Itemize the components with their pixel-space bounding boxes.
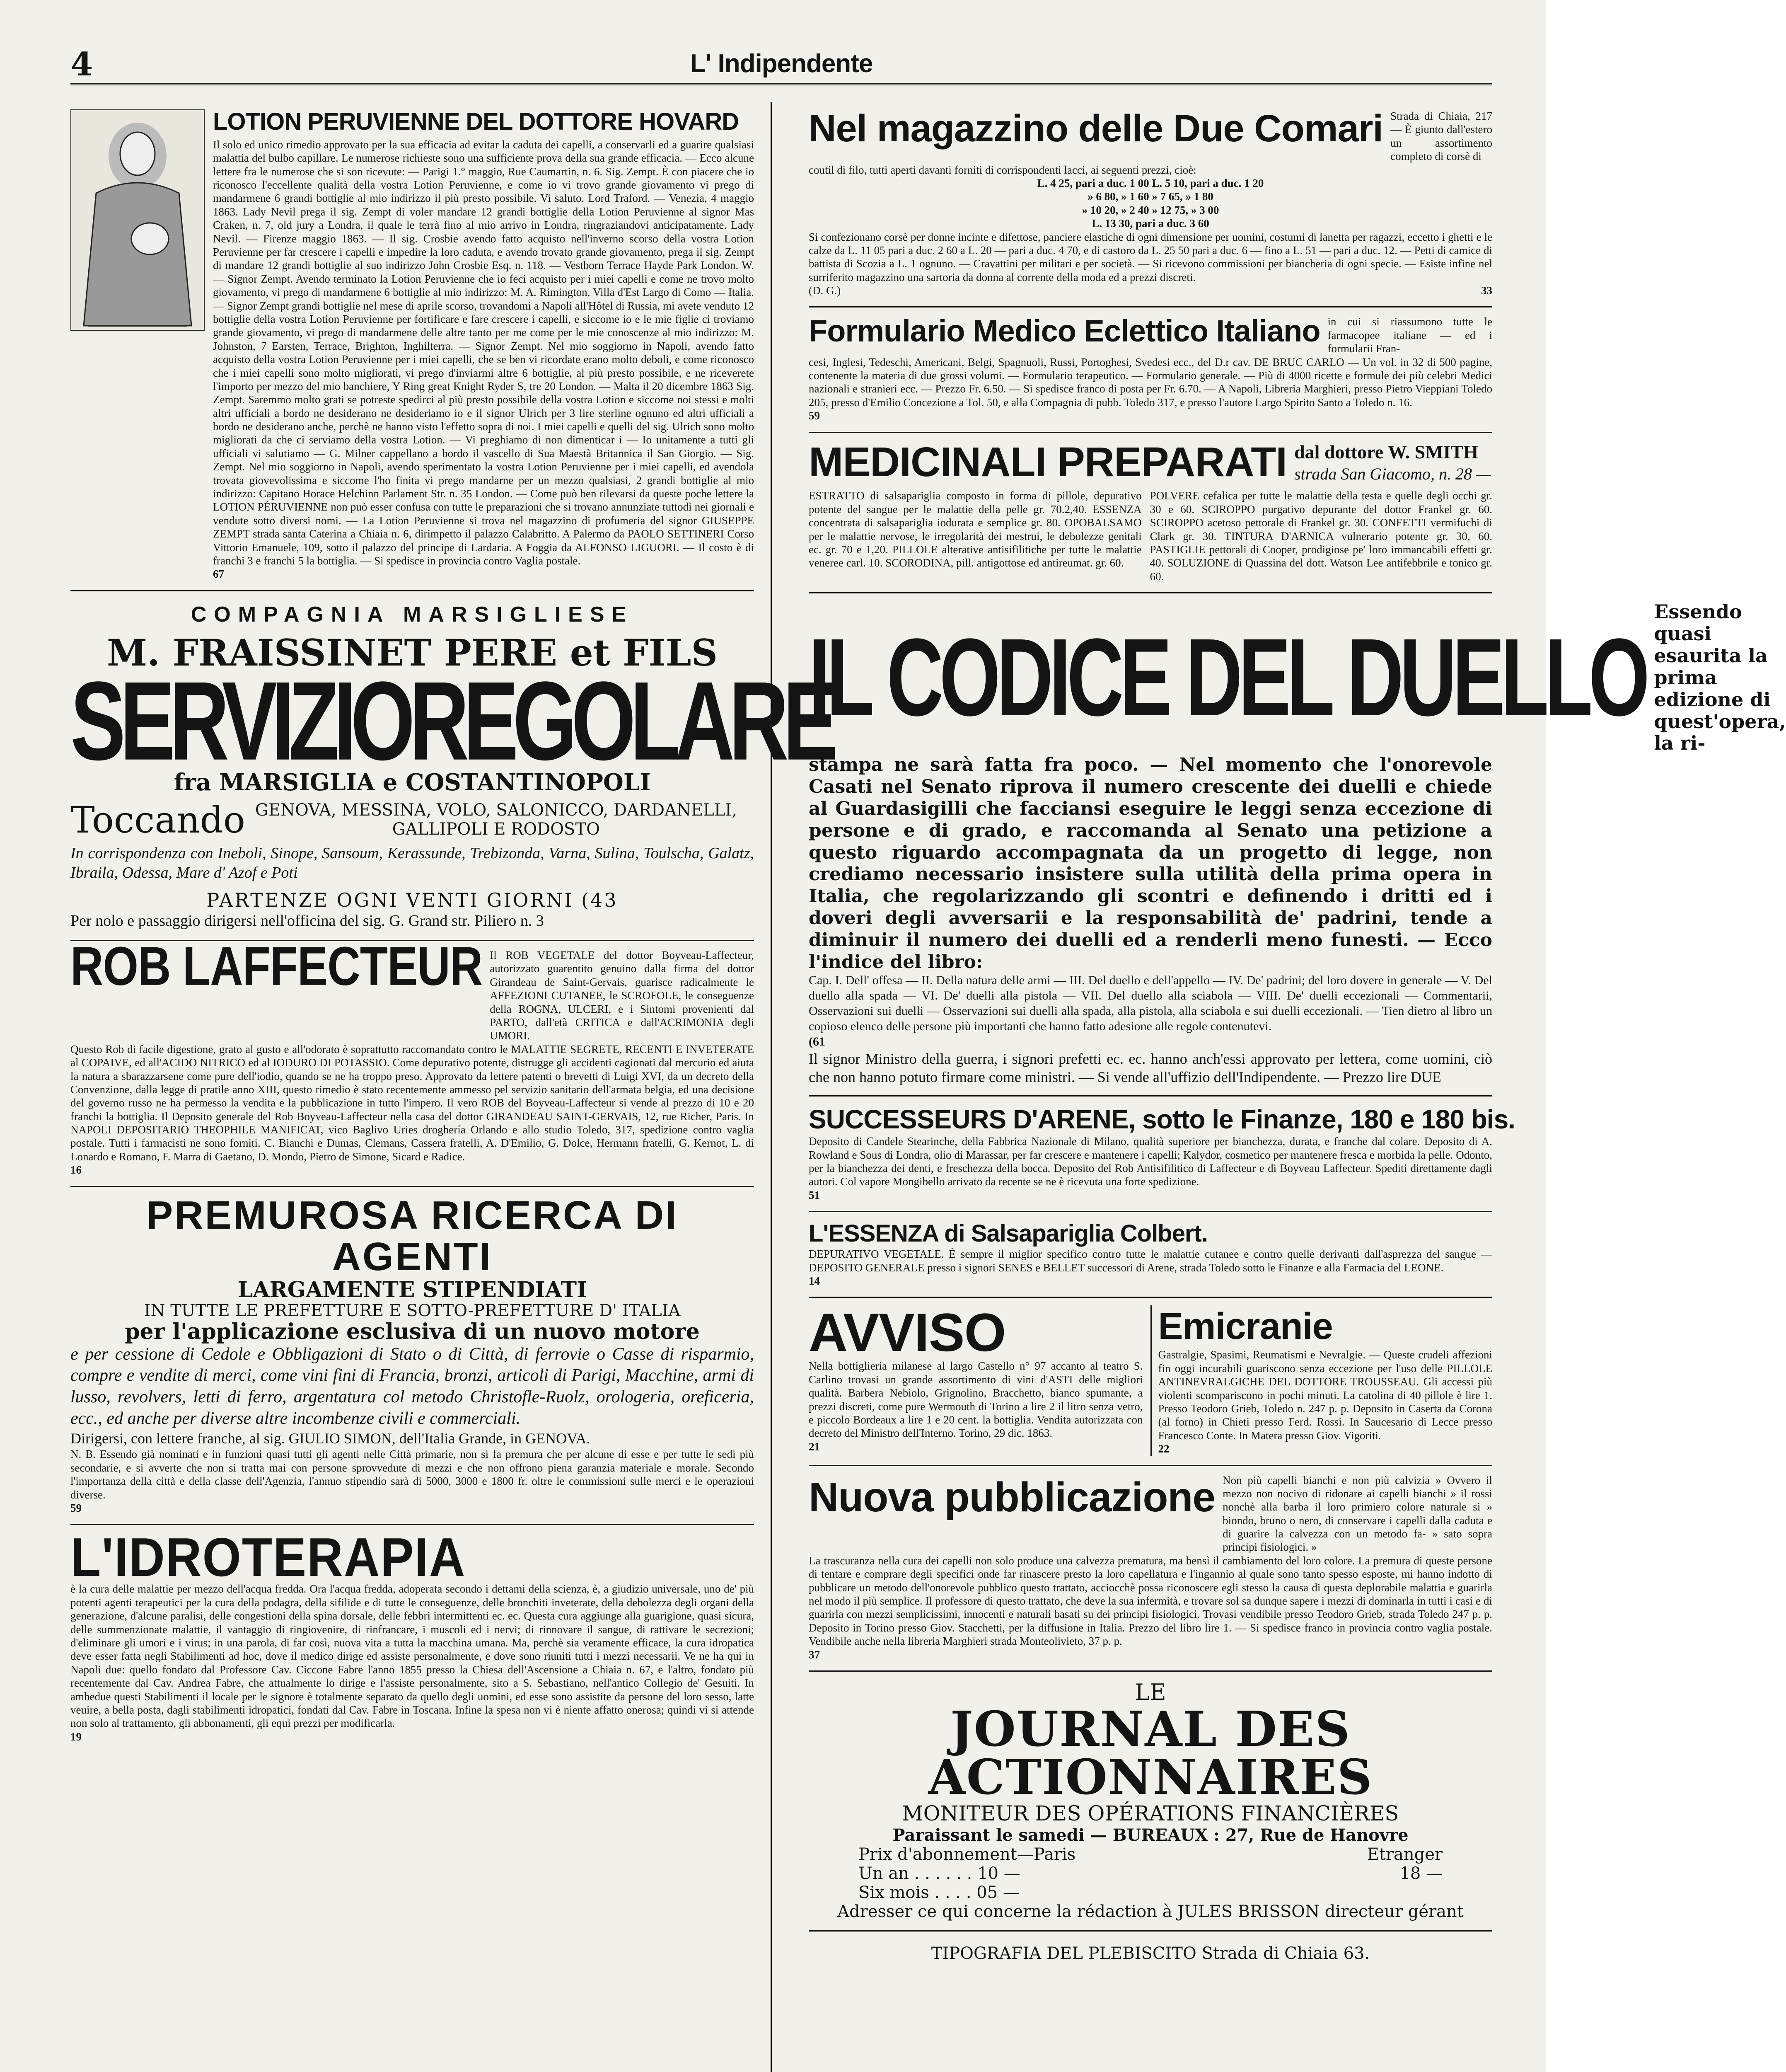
- page-number: 4: [70, 46, 93, 83]
- regolare-word: REGOLARE: [409, 658, 833, 784]
- ad-fraissinet: [70, 591, 833, 941]
- ad-rob-laffecteur: [70, 935, 754, 1187]
- formulario-ref: 59: [809, 409, 820, 422]
- journal-moniteur: MONITEUR DES OPÉRATIONS FINANCIÈRES: [902, 1801, 1399, 1825]
- ad-idroterapia: [70, 1525, 754, 1752]
- ad-lotion-peruvienne: [70, 102, 754, 591]
- ad-codice-duello: [809, 593, 1786, 1097]
- right-column: [800, 102, 1786, 2072]
- idroterapia-title: L'IDROTERAPIA: [70, 1527, 466, 1588]
- premurosa-contact: Dirigersi, con lettere franche, al sig. GIULIO SIMON, dell'Italia Grande, in GENOVA.: [70, 1430, 590, 1447]
- partenze-ref: (43: [581, 889, 618, 912]
- avviso-title: AVVISO: [809, 1302, 1006, 1363]
- rob-title: ROB LAFFECTEUR: [70, 935, 483, 997]
- journal-le: LE: [1135, 1679, 1166, 1705]
- rob-intro: Il ROB VEGETALE del dottor Boyveau-Laffecteur, autorizzato guarentito genuino dalla firma del dottor Girandeau de Saint-Gervais, guarisce radicalmente le AFFEZIONI CUTANEE, le SCROFOLE, le conseguenze della ROGNA, ULCERI, e i Sintomi provenienti dal PARTO, dall'età CRITICA e dall'ACRIMONIA degli UMORI.: [490, 949, 754, 1042]
- journal-title: JOURNAL DES ACTIONNAIRES: [928, 1701, 1373, 1806]
- fraissinet-heading: M. FRAISSINET PERE et FILS: [106, 631, 718, 674]
- journal-un-an: Un an . . . . . . 10 —: [858, 1864, 1020, 1883]
- masthead: [70, 46, 1492, 85]
- codice-index: Cap. I. Dell' offesa — II. Della natura delle armi — III. Del duello e dell'appello — IV. De' padrini; del loro dovere in generale — V. Del duello alla spada — VI. De' duelli alla pistola — VII. Del duello alla sciabola — VIII. De' duelli eccezionali — Commentarii, Osservazioni sui duelli — Osservazioni sui duelli alla spada, alla pistola, alla sciabola e sui duelli eccezionali. — Tien dietro al libro un copioso elenco delle persone più importanti che hanno fatto adesione alle regole contenutevi.: [809, 973, 1492, 1033]
- nuova-side: Non più capelli bianchi e non più calvizia » Ovvero il mezzo non nocivo di ridonare ai capelli bianchi » il rossi nonchè alla barba il loro primiero colore naturale si » biondo, bruno o nero, di conservare i capelli dalla caduta e di guarire la calvezza con un metodo fa- » sato sopra principi fisiologici. »: [1223, 1474, 1492, 1554]
- journal-paraissant: Paraissant le samedi — BUREAUX : 27, Rue de Hanovre: [892, 1825, 1409, 1845]
- premurosa-sub-2: IN TUTTE LE PREFETTURE E SOTTO-PREFETTURE D' ITALIA: [144, 1301, 681, 1321]
- price-row: » 6 80, » 1 60 » 7 65, » 1 80: [1088, 190, 1213, 203]
- magazzino-lead: coutil di filo, tutti aperti davanti forniti di corrispondenti lacci, ai seguenti prezzi, cioè:: [809, 163, 1196, 176]
- nuova-ref: 37: [809, 1648, 820, 1661]
- magazzino-prices: [809, 177, 1492, 230]
- correspondence-ports: In corrispondenza con Ineboli, Sinope, Sansoum, Kerassunde, Trebizonda, Varna, Sulina, Toulscha, Galatz, Ibraila, Odessa, Mare d' Azof e Poti: [70, 844, 754, 881]
- lotion-title: LOTION PERUVIENNE DEL DOTTORE HOVARD: [213, 108, 739, 135]
- nuova-body: La trascuranza nella cura dei capelli non solo produce una calvezza prematura, ma bensì il cambiamento del loro colore. La premura di queste persone di tentare e comprare degli specifici onde far rinascere presto la loro capellatura e l'ingannio al quale sono tanto spesso esposte, mi hanno indotto di pubblicare un metodo dell'onorevole pubblico questo trattato, acciocchè possa riconoscere egli stesso la causa di questa deplorabile malattia e guarirla nel modo il più semplice. Il professore di questo trattato, che deve la sua infermità, e trovare sol sa dunque sapere i mezzi di dominarla in tutti i casi e di guarirla con mezzi semplicissimi, innocenti e naturali basati su dei principi fisiologici. Trovasi vendibile presso Teodoro Grieb, strada Toledo 247 p. p. Deposito in Torino presso Giov. Stacchetti, per la diffusione in Italia. Prezzo del libro lire 1. — Si spedisce franco in provincia contro vaglia postale. Vendibile anche nella libreria Marghieri strada Monteolivieto, 37 p. p.: [809, 1554, 1492, 1648]
- codice-body: stampa ne sarà fatta fra poco. — Nel momento che l'onorevole Casati nel Senato riprova il numero crescente dei duelli e chiede al Guardasigilli che facciansi eseguire le leggi senza eccezione di persone e di grado, e raccomanda al Senato una petizione a questo riguardo accompagnata da un progetto di legge, non crediamo necessario insistere sulla utilità della prima opera in Italia, che regolarizzando gli scontri e definendo i dritti ed i doveri degli avversarii e la responsabilità de' padrini, tende a diminuir il numero dei duelli ed a renderli meno funesti. — Ecco l'indice del libro:: [809, 754, 1492, 973]
- codice-title: IL CODICE DEL DUELLO: [809, 616, 1646, 739]
- toccando-word: Toccando: [70, 798, 245, 841]
- ad-medicinali-preparati: [809, 433, 1492, 594]
- ad-avviso-emicranie: [809, 1298, 1492, 1466]
- idroterapia-ref: 19: [70, 1730, 82, 1743]
- idroterapia-body: è la cura delle malattie per mezzo dell'acqua fredda. Ora l'acqua fredda, adoperata secondo i dettami della scienza, è, a giudizio universale, uno de' più potenti agenti terapeutici per la cura della podagra, della sifilide e di tutte le conseguenze, delle bronchiti inveterate, della debolezza degli organi della generazione, d'alcune paralisi, delle congestioni della spina dorsale, delle febbri intermittenti ec. ec. Questa cura aggiunge alla guarigione, quasi sicura, delle summenzionate malattie, il vantaggio di ringiovenire, di rinfrancare, i muscoli ed i nervi; di rinnovare il sangue, di rattivare le secrezioni; d'eliminare gli umori e i virus; in una parola, di far così, nuova vita a tutta la macchina umana. Ma, perchè sia veramente efficace, la cura idropatica deve esser fatta negli Stabilimenti ad hoc, dove il medico dirige ed assiste personalmente, e dove sono riuniti tutti i mezzi necessarii. Ve ne ha qui in Napoli due: quello fondato dal Professore Cav. Ciccone Fabre l'anno 1855 presso la Chiesa dell'Ascensione a Chiaia n. 67, e l'altro, fondato più recentemente dal Cav. Andrea Fabre, che attualmente lo dirige e l'assiste personalmente, sito a S. Sebastiano, nell'antico Collegio de' Gesuiti. In ambedue questi Stabilimenti il locale per le signore è totalmente separato da quello degli uomini, ed esse sono assistite da persone del loro sesso, latte veuire, a bella posta, dagli stabilimenti idropatici, fondati dal Cav. Fabre in Toscana. Infine la spesa non vi è niente affatto onerosa; quindi vi si attende non solo al trattamento, gli abbonamenti, gli equi prezzi per modificarla.: [70, 1583, 754, 1730]
- lotion-ref: 67: [213, 568, 224, 581]
- magazzino-body: Si confezionano corsè per donne incinte e difettose, panciere elastiche di ogni dimensione per uomini, costumi di lanetta per ragazzi, eccetto i ghetti e le calze da L. 11 05 pari a duc. 2 60 a L. 20 — pari a duc. 4 70, e di castoro da L. 25 50 pari a duc. 6 — fino a L. 51 — pari a duc. 12. — Petti di camice di battista di Scozia a L. 1 ognuno. — Cravattini per militari e per società. — Si ricevono commissioni per biancheria di ogni specie. — Esiste infine nel surriferito magazzino una sartoria da donna al corrente della moda ed a prezzi discreti.: [809, 230, 1492, 283]
- lotion-body: Il solo ed unico rimedio approvato per la sua efficacia ad evitar la caduta dei capelli, a conservarli ed a guarire qualsiasi malattia del bulbo capillare. Le numerose richieste sono una sufficiente prova della sua grande efficacia. — Ecco alcune lettere fra le numerose che si son ricevute: — Parigi 1.° maggio, Rue Caumartin, n. 6. Sig. Zempt. È con piacere che io riconosco l'eccellente qualità della vostra Lotion Peruvienne, e come io vi trovo grande giovamento vi prego di mandarmene 6 grandi bottiglie al mio indirizzo il più presto possibile. Vi saluto. Lord Traford. — Venezia, 4 maggio 1863. Lady Nevil prega il sig. Zempt di voler mandare 12 grandi bottiglie della Lotion Peruvienne al signor Mas Craken, n. 7, old jury a Londra, il quale le terrà fino al mio arrivo in Londra, ringraziandovi anticipatamente. Lady Nevil. — Firenze maggio 1863. — Il sig. Crosbie avendo fatto acquisto nell'inverno scorso della vostra Lotion Peruvienne per far crescere i capelli e impedire la loro caduta, e avendo trovato grande giovamento, prega il sig. Zempt di mandare 12 grandi bottiglie al suo indirizzo John Crosbie Esq. n. 118. — Vestborn Terrace Hayde Park London. W. — Signor Zempt. Avendo terminato la Lotion Peruvienne che io feci acquisto per i miei capelli e come ne trovo molto giovamento, vi prego di mandarmene 6 bottiglie al mio indirizzo: M. A. Rimington, Villa d'Est Largo di Como — Italia. — Signor Zempt grandi bottiglie nel mese di aprile scorso, trovandomi a Napoli all'Hôtel di Russia, mi avete venduto 12 bottiglie della vostra Lotion Peruvienne per fortificare e fare crescere i capelli, e siccome io e le mie figlie ci troviamo grande giovamento, vi prego di mandarmene delle altre tanto per me come per le mie conoscenze al mio indirizzo: M. Johnston, 7 Earsten, Terrace, Brighton, Inghilterra. — Signor Zempt. Nel mio soggiorno in Napoli, avendo fatto acquisto della vostra Lotion Peruvienne per i miei capelli, che se ben vi ricordate erano molto deboli, e come riconosco che i miei capelli sono molto migliorati, vi prego d'inviarmi altre 6 bottiglie, al più presto possibile, e ne riceverete l'importo per mezzo del mio banchiere, Y Ring great Knight Ryder S, tre 20 London. — Malta il 20 dicembre 1863 Sig. Zempt. Saremmo molto grati se potreste spedirci al più presto possibile della vostra Lotion e siccome noi stessi e molti altri ufficiali a bordo ne desiderano ne desideriamo io e il signor Ulrich per 3 lire sterline ognuno ed altri ufficiali a bordo ne desiderano anche, perchè ne hanno visto l'effetto sopra di noi. I miei capelli e quelli del sig. Ulrich sono molto migliorati da che ci serviamo della vostra Lotion. — Vi preghiamo di non dimenticar i — Io unitamente a tutti gli ufficiali vi salutiamo — G. Milner cappellano a bordo il vascello di Sua Maestà Britannica il San Giorgio. — Sig. Zempt. Nel mio soggiorno in Napoli, avendo sperimentato la vostra Lotion Peruvienne per i miei capelli, ed avendola trovata giovevolissima e siccome l'ho finita vi prego mandarne per un mezzo qualsiasi, 2 grandi bottiglie al mio indirizzo: Capitano Horace Helchinn Parlament Str. n. 35 London. — Come può ben rilevarsi da queste poche lettere la LOTION PÉRUVIENNE non può esser confusa con tutte le preparazioni che si trovano annunziate tuttodì nei giornali e vendute sotto diversi nomi. — La Lotion Peruvienne si trova nel magazzino di profumeria del signor GIUSEPPE ZEMPT strada santa Caterina a Chiaia n. 6, dirimpetto il palazzo Calabritto. A Palermo da PAOLO SETTINERI Corso Vittorio Emanuele, 109, sotto il palazzo del principe di Lardaria. A Foggia da ALFONSO LIGUORI. — Il costo è di franchi 3 e franchi 5 la bottiglia. — Si spedisce in provincia contro Vaglia postale.: [213, 138, 754, 567]
- premurosa-ref: 59: [70, 1502, 82, 1515]
- magazzino-side: Strada di Chiaia, 217 — È giunto dall'estero un assortimento completo di corsè di: [1390, 110, 1492, 163]
- essenza-body: DEPURATIVO VEGETALE. È sempre il miglior specifico contro tutte le malattie cutanee e contro quelle derivanti dall'asprezza del sangue — DEPOSITO GENERALE presso i signori SENES e BELLET successori di Arene, strada Toledo sotto le Finanze e alla Farmacia del LEONE.: [809, 1248, 1492, 1274]
- price-row: L. 4 25, pari a duc. 1 00 L. 5 10, pari a duc. 1 20: [1037, 177, 1264, 189]
- madonna-engraving-image: [70, 109, 205, 331]
- premurosa-sub-1: LARGAMENTE STIPENDIATI: [237, 1277, 587, 1303]
- journal-prix: Prix d'abonnement—Paris: [858, 1845, 1076, 1864]
- ad-formulario: [809, 307, 1492, 433]
- magazzino-ref: 33: [1481, 284, 1492, 297]
- toccando-row: [70, 799, 754, 841]
- premurosa-sub-3: per l'applicazione esclusiva di un nuovo motore: [125, 1319, 700, 1345]
- route-line: fra MARSIGLIA e COSTANTINOPOLI: [174, 768, 651, 796]
- codice-ministro: Il signor Ministro della guerra, i signori prefetti ec. ec. hanno anch'essi approvato per lettera, come uomini, ciò che non hanno potuto firmare come ministri. — Si vende all'uffizio dell'Indipendente. — Prezzo lire DUE: [809, 1050, 1492, 1086]
- ad-premurosa-ricerca: [70, 1187, 754, 1525]
- servizio-word: SERVIZIO: [70, 658, 409, 784]
- ad-journal-actionnaires: [809, 1672, 1492, 1932]
- ad-due-comari: [809, 102, 1492, 307]
- codice-ref: (61: [809, 1034, 825, 1048]
- essenza-title: L'ESSENZA di Salsapariglia Colbert.: [809, 1220, 1208, 1247]
- ad-nuova-pubblicazione: [809, 1466, 1492, 1672]
- successeurs-ref: 51: [809, 1188, 820, 1201]
- avviso-ref: 21: [809, 1440, 820, 1453]
- footer-tipografia: TIPOGRAFIA DEL PLEBISCITO Strada di Chiaia 63.: [931, 1944, 1370, 1963]
- journal-un-an-etranger: 18 —: [1399, 1864, 1443, 1883]
- successeurs-body: Deposito di Candele Stearinche, della Fabbrica Nazionale di Milano, qualità superiore per bianchezza, durata, e franche dal colare. Deposito di A. Rowland e Sous di Londra, olio di Marassar, per far crescere e mantenere i capelli; Kalydor, cosmetico per mantenere fresca e morbida la pelle. Odonto, per la bianchezza dei denti, e freschezza della bocca. Deposito del Rob Antisifilitico di Laffecteur e di Boyveau Laffecteur. Spediti direttamente dagli autori. Col vapore Mongibello arrivato da recente se ne è ricevuta una forte spedizione.: [809, 1135, 1492, 1188]
- columns: [70, 102, 1786, 2072]
- price-row: » 10 20, » 2 40 » 12 75, » 3 00: [1082, 203, 1219, 216]
- ports-line-1: GENOVA, MESSINA, VOLO, SALONICCO, DARDANELLI,: [255, 801, 737, 820]
- ad-successeurs-arene: [809, 1097, 1515, 1212]
- premurosa-title: PREMUROSA RICERCA DI AGENTI: [146, 1193, 678, 1279]
- compagnia-heading: COMPAGNIA MARSIGLIESE: [191, 602, 634, 627]
- journal-adresser: Adresser ce qui concerne la rédaction à JULES BRISSON directeur gérant: [837, 1902, 1464, 1921]
- nolo-line: Per nolo e passaggio dirigersi nell'officina del sig. G. Grand str. Piliero n. 3: [70, 912, 544, 930]
- medicinali-address: strada San Giacomo, n. 28 —: [1294, 465, 1491, 484]
- newspaper-name: L' Indipendente: [690, 49, 873, 78]
- medicinali-doctor: dal dottore W. SMITH: [1294, 441, 1478, 462]
- emicranie-ref: 22: [1158, 1443, 1170, 1455]
- medicinali-right-list: POLVERE cefalica per tutte le malattie della testa e quelle degli occhi gr. 30 e 60. SCIROPPO purgativo depurante del dottor Frankel gr. 60. SCIROPPO acetoso pettorale di Frankel gr. 30. CONFETTI vermifuchi di Clark gr. 30. TINTURA D'ARNICA vulnerario potente gr. 30, 60. PASTIGLIE pettorali di Cooper, prodigiose pe' loro immancabili effetti gr. 40. SOLUZIONE di Quassina del dott. Watson Lee antifebbrile e tonico gr. 60.: [1150, 489, 1492, 583]
- ad-essenza-colbert: [809, 1212, 1492, 1298]
- premurosa-body: e per cessione di Cedole e Obbligazioni di Stato o di Città, di ferrovie o Casse di risparmio, compre e vendite di merci, come vini fini di Francia, bronzi, articoli di Parigi, Macchine, armi di lusso, revolvers, letti di ferro, argentatura col metodo Christofle-Ruolz, orologeria, oreficeria, ecc., ed anche per diverse altre incombenze civili e commerciali.: [70, 1344, 754, 1428]
- avviso-body: Nella bottiglieria milanese al largo Castello n° 97 accanto al teatro S. Carlino trovasi un grande assortimento di vini d'ASTI delle migliori qualità. Barbera Nebiolo, Grignolino, Bracchetto, bianco spumante, a prezzi discreti, come pure Wermouth di Torino a lire 2 il litro senza vetro, e piccolo Bordeaux a lire 1 e 20 cent. la bottiglia. Vendita autorizzata con decreto del Ministro dell'Interno. Torino, 29 dic. 1863.: [809, 1360, 1143, 1440]
- emicranie-title: Emicranie: [1158, 1306, 1333, 1348]
- codice-side: Essendo quasi esaurita la prima edizione di quest'opera, la ri-: [1654, 600, 1786, 755]
- journal-etranger: Etranger: [1367, 1845, 1443, 1864]
- nuova-title: Nuova pubblicazione: [809, 1474, 1216, 1520]
- partenze-text: PARTENZE OGNI VENTI GIORNI: [206, 889, 574, 912]
- magazzino-title: Nel magazzino delle Due Comari: [809, 107, 1383, 150]
- formulario-body: cesi, Inglesi, Tedeschi, Americani, Belgi, Spagnuoli, Russi, Portoghesi, Svedesi ecc., del D.r cav. DE BRUC CARLO — Un vol. in 32 di 500 pagine, contenente la materia di due grossi volumi. — Formulario terapeutico. — Formulario generale. — Più di 4000 ricette e formule dei più celebri Medici nazionali e stranieri ecc. — Prezzo Fr. 6.50. — Si spedisce franco di posta per Fr. 6.70. — A Napoli, Libreria Marghieri, presso Pietro Vieppiani Toledo 205, presso d'Emilio Concezione a Tol. 50, e alla Compagnia di pubb. Toledo 317, e presso l'autore Largo Spirito Santo a Toledo n. 16.: [809, 356, 1492, 409]
- price-row: L. 13 30, pari a duc. 3 60: [1092, 217, 1209, 230]
- rob-ref: 16: [70, 1164, 82, 1176]
- magazzino-signature: (D. G.): [809, 284, 841, 297]
- successeurs-title: SUCCESSEURS D'ARENE, sotto le Finanze, 180 e 180 bis.: [809, 1104, 1515, 1135]
- partenze-line: [70, 889, 754, 911]
- ports-line-2: GALLIPOLI E RODOSTO: [392, 820, 600, 839]
- essenza-ref: 14: [809, 1275, 820, 1288]
- medicinali-left-list: ESTRATTO di salsapariglia composto in forma di pillole, depurativo potente del sangue per le malattie della pelle gr. 70.2,40. ESSENZA concentrata di salsapariglia iodurata e semplice gr. 80. OPOBALSAMO per le malattie nervose, le irregolarità dei mestrui, le debolezze genitali ec. gr. 70 e 1,20. PILLOLE alterative antisifilitiche per tutte le malattie veneree carl. 10. SCORODINA, pill. antigottose ed antireumat. gr. 60.: [809, 489, 1142, 569]
- formulario-side: in cui si riassumono tutte le farmacopee italiane — ed i formularii Fran-: [1327, 315, 1492, 355]
- journal-six-mois: Six mois . . . . 05 —: [858, 1883, 1020, 1902]
- medicinali-title: MEDICINALI PREPARATI: [809, 439, 1287, 486]
- emicranie-body: Gastralgie, Spasimi, Reumatismi e Nevralgie. — Queste crudeli affezioni fin oggi incurabili guariscono senza eccezione per l'uso delle PILLOLE ANTINEVRALGICHE DEL DOTTORE TROUSSEAU. Gli accessi più violenti scompariscono in pochi minuti. La catolina di 40 pillole è lire 1. Presso Teodoro Grieb, Toledo n. 247 p. p. Deposito in Caserta da Corona (al forno) in Chieti presso Ferd. Rossi. In Saucesario di Lecce presso Francesco Conte. In Matera presso Giov. Vigoriti.: [1158, 1348, 1492, 1442]
- formulario-title: Formulario Medico Eclettico Italiano: [809, 314, 1320, 349]
- premurosa-note: N. B. Essendo già nominati e in funzioni quasi tutti gli agenti nelle Città primarie, non si fa premura che per alcune di esse e per tutte le sedi più secondarie, e si avverte che non si tratta mai con persone sprovvedute di mezzi e che non offrono piena garanzia materiale e morale. Secondo l'importanza della città e della classe dell'Agenzia, l'annuo stipendio sarà di 5000, 3000 e 1800 fr. oltre le commissioni sulle merci e le operazioni diverse.: [70, 1448, 754, 1501]
- rob-body: Questo Rob di facile digestione, grato al gusto e all'odorato è soprattutto raccomandato contro le MALATTIE SEGRETE, RECENTI E INVETERATE al COPAIVE, ed all'ACIDO NITRICO ed al IODURO DI POTASSIO. Come depurativo potente, distrugge gli accidenti cagionati dal mercurio ed aiuta la natura a sbarazzarsene come pure dell'iodio, quando se ne ha troppo preso. Approvato da lettere patenti o brevetti di Luigi XVI, da un decreto della Convenzione, dalla legge di pratile anno XIII, questo rimedio è stato recentemente ammesso pel servizio sanitario dell'armata belgia, ed una decisione del governo russo ne ha permesso la vendita e la pubblicazione in tutto l'impero. Il vero ROB del Boyveau-Laffecteur si vende al prezzo di 10 e 20 franchi la bottiglia. Il Deposito generale del Rob Boyveau-Laffecteur nella casa del dottor GIRANDEAU SAINT-GERVAIS, 12, rue Richer, Paris. In NAPOLI DEPOSITARIO THEOPHILE MANIFICAT, vico Baglivo Uries droghería Orlando e allo studio Toledo, 317, spedizione contro vaglia postale. Tutti i farmacisti ne sono forniti. C. Bianchi e Dumas, Clemans, Cassera fratelli, A. D'Emilio, G. Dolce, Hermann fratelli, G. Kernot, L. di Lonardo e Romano, F. Marra di Gaetano, D. Mondo, Pietro de Simone, Sicard e Radice.: [70, 1043, 754, 1163]
